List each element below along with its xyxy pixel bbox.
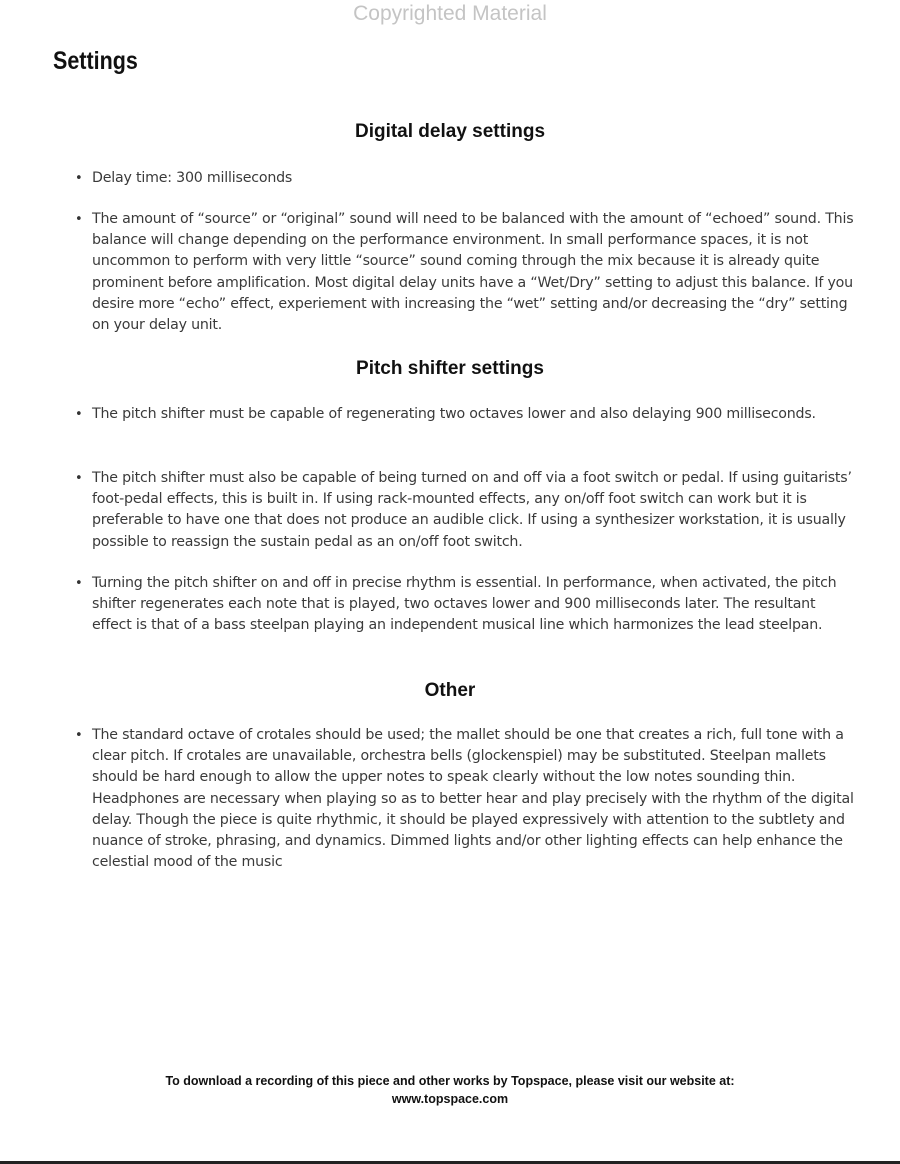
list-item: • The pitch shifter must be capable of regenerating two octaves lower and also delaying 900 milliseconds. (75, 404, 855, 425)
list-item: • The amount of “source” or “original” sound will need to be balanced with the amount of “echoed” sound. This balance will change depending on the performance environment. In small performance spaces, it is not uncommon to perform with very little “source” sound coming through the mix because it is already quite prominent before amplification. Most digital delay units have a “Wet/Dry” setting to adjust this balance. If you desire more “echo” effect, experiement with increasing the “wet” setting and/or decreasing the “dry” setting on your delay unit. (75, 209, 855, 336)
section-heading-digital-delay: Digital delay settings (354, 121, 546, 142)
copyright-watermark: Copyrighted Material (353, 2, 547, 25)
website-link[interactable]: www.topspace.com (391, 1092, 509, 1106)
footer-text: To download a recording of this piece and other works by Topspace, please visit our website at: (165, 1074, 735, 1088)
list-item: • The pitch shifter must also be capable of being turned on and off via a foot switch or pedal. If using guitarists’ foot-pedal effects, this is built in. If using rack-mounted effects, any on/off foot switch can work but it is preferable to have one that does not produce an audible click. If using a synthesizer workstation, it is usually possible to reassign the sustain pedal as an on/off foot switch. (75, 468, 855, 553)
footer (0, 1072, 900, 1108)
page-title: Settings (53, 47, 138, 75)
list-item: • The standard octave of crotales should be used; the mallet should be one that creates a rich, full tone with a clear pitch. If crotales are unavailable, orchestra bells (glockenspiel) may be substituted. Steelpan mallets should be hard enough to allow the upper notes to speak clearly without the low notes sounding thin. Headphones are necessary when playing so as to better hear and play precisely with the rhythm of the digital delay. Though the piece is quite rhythmic, it should be played expressively with attention to the subtlety and nuance of stroke, phrasing, and dynamics. Dimmed lights and/or other lighting effects can help enhance the celestial mood of the music (75, 725, 855, 873)
list-item: • Turning the pitch shifter on and off in precise rhythm is essential. In performance, when activated, the pitch shifter regenerates each note that is played, two octaves lower and 900 milliseconds later. The resultant effect is that of a bass steelpan playing an independent musical line which harmonizes the lead steelpan. (75, 573, 855, 637)
list-item: • Delay time: 300 milliseconds (75, 168, 855, 189)
section-heading-pitch-shifter: Pitch shifter settings (356, 358, 544, 379)
section-heading-other: Other (424, 680, 476, 701)
